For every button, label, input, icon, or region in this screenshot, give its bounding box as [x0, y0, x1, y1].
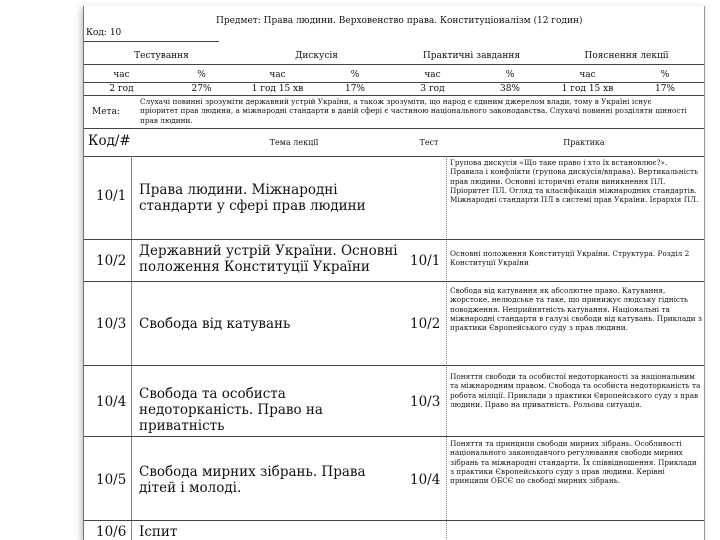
- subhead-pct-1: %: [197, 70, 206, 80]
- row4-topic: Свобода та особиста недоторканість. Право на приватність: [139, 386, 323, 434]
- value-pct-3: 38%: [499, 84, 520, 94]
- value-pct-4: 17%: [654, 84, 675, 94]
- row6-topic: Іспит: [139, 524, 178, 540]
- col-testing: Тестування: [134, 51, 189, 61]
- value-pct-2: 17%: [344, 84, 365, 94]
- row5-code: 10/5: [96, 472, 127, 488]
- subhead-pct-2: %: [350, 70, 360, 80]
- col-practical: Практичні завдання: [422, 51, 521, 61]
- value-time-1: 2 год: [109, 84, 134, 94]
- row2-topic: Державний устрій України. Основні положення Конституції України: [139, 243, 398, 275]
- header-code: Код/#: [88, 133, 131, 149]
- subhead-pct-3: %: [505, 70, 515, 80]
- goal-text: Слухачі повинні зрозуміти державний устрій України, а також зрозуміти, що народ є єдиним джерелом влади, тому в Україні існує пріоритет прав людини, а міжнародні стандарти в даній сфері є частиною національного законодавства. Слухачі повинні розділяти цінності прав людини.: [140, 97, 687, 125]
- row1-code: 10/1: [96, 188, 127, 204]
- row3-code: 10/3: [96, 316, 127, 332]
- subject-title: Предмет: Права людини. Верховенство права. Конституціоналізм (12 годин): [216, 16, 583, 26]
- header-practice: Практика: [563, 138, 605, 147]
- row4-code: 10/4: [96, 394, 127, 410]
- col-discussion: Дискусія: [295, 51, 338, 61]
- goal-label: Мета:: [92, 107, 120, 117]
- row4-test: 10/3: [410, 394, 441, 410]
- document-page: [83, 6, 705, 540]
- row2-code: 10/2: [96, 253, 127, 269]
- row1-topic: Права людини. Міжнародні стандарти у сфері прав людини: [139, 182, 366, 214]
- code-label: Код: 10: [86, 28, 122, 38]
- row5-topic: Свобода мирних зібрань. Права дітей і молоді.: [139, 464, 366, 496]
- row6-code: 10/6: [96, 524, 127, 540]
- subhead-time-4: час: [579, 70, 596, 80]
- subhead-time-1: час: [113, 70, 130, 80]
- row3-practice: Свобода від катування як абсолютне право. Катування, жорстоке, нелюдське та таке, що принижує людську гідність поводження. Неприйнятність катування. Національні та міжнародні стандарти в галузі свободи від катувань. Приклади з практики Європейського суду з прав людини.: [450, 286, 702, 333]
- header-topic: Тема лекції: [269, 138, 319, 147]
- row2-test: 10/1: [410, 253, 441, 269]
- row3-topic: Свобода від катувань: [139, 316, 291, 332]
- value-time-3: 3 год: [420, 84, 445, 94]
- row5-practice: Поняття та принципи свободи мирних зібрань. Особливості національного законодавчого регулювання свободи мирних зібрань та міжнародні стандарти. Їх співвідношення. Приклади з практики Європейського суду з прав людини. Керівні принципи ОБСЄ по свободі мирних зібрань.: [450, 439, 697, 486]
- row3-test: 10/2: [410, 316, 441, 332]
- value-pct-1: 27%: [191, 84, 212, 94]
- row1-practice: Групова дискусія «Що таке право і хто їх встановлює?». Правила і конфлікти (групова дискусія/вправа). Вертикальність прав людини. Основні історичні етапи виникнення ПЛ. Пріоритет ПЛ. Огляд та класифікація міжнародних стандартів. Міжнародні стандарти ПЛ в системі прав України. Ієрархія ПЛ.: [450, 158, 699, 205]
- row2-practice: Основні положення Конституції України. Структура. Розділ 2 Конституції України: [450, 249, 690, 268]
- row4-practice: Поняття свободи та особистої недоторканості за національним та міжнародним правом. Свобода та особиста недоторканість та робота міліції. Приклади з практики Європейського суду з прав людини. Право на приватність. Рольова ситуація.: [450, 372, 701, 409]
- col-lecture: Пояснення лекції: [584, 51, 669, 61]
- row5-test: 10/4: [410, 472, 441, 488]
- subhead-time-3: час: [424, 70, 441, 80]
- header-test: Тест: [419, 138, 439, 147]
- value-time-2: 1 год 15 хв: [251, 84, 304, 94]
- value-time-4: 1 год 15 хв: [561, 84, 614, 94]
- subhead-time-2: час: [269, 70, 286, 80]
- subhead-pct-4: %: [660, 70, 670, 80]
